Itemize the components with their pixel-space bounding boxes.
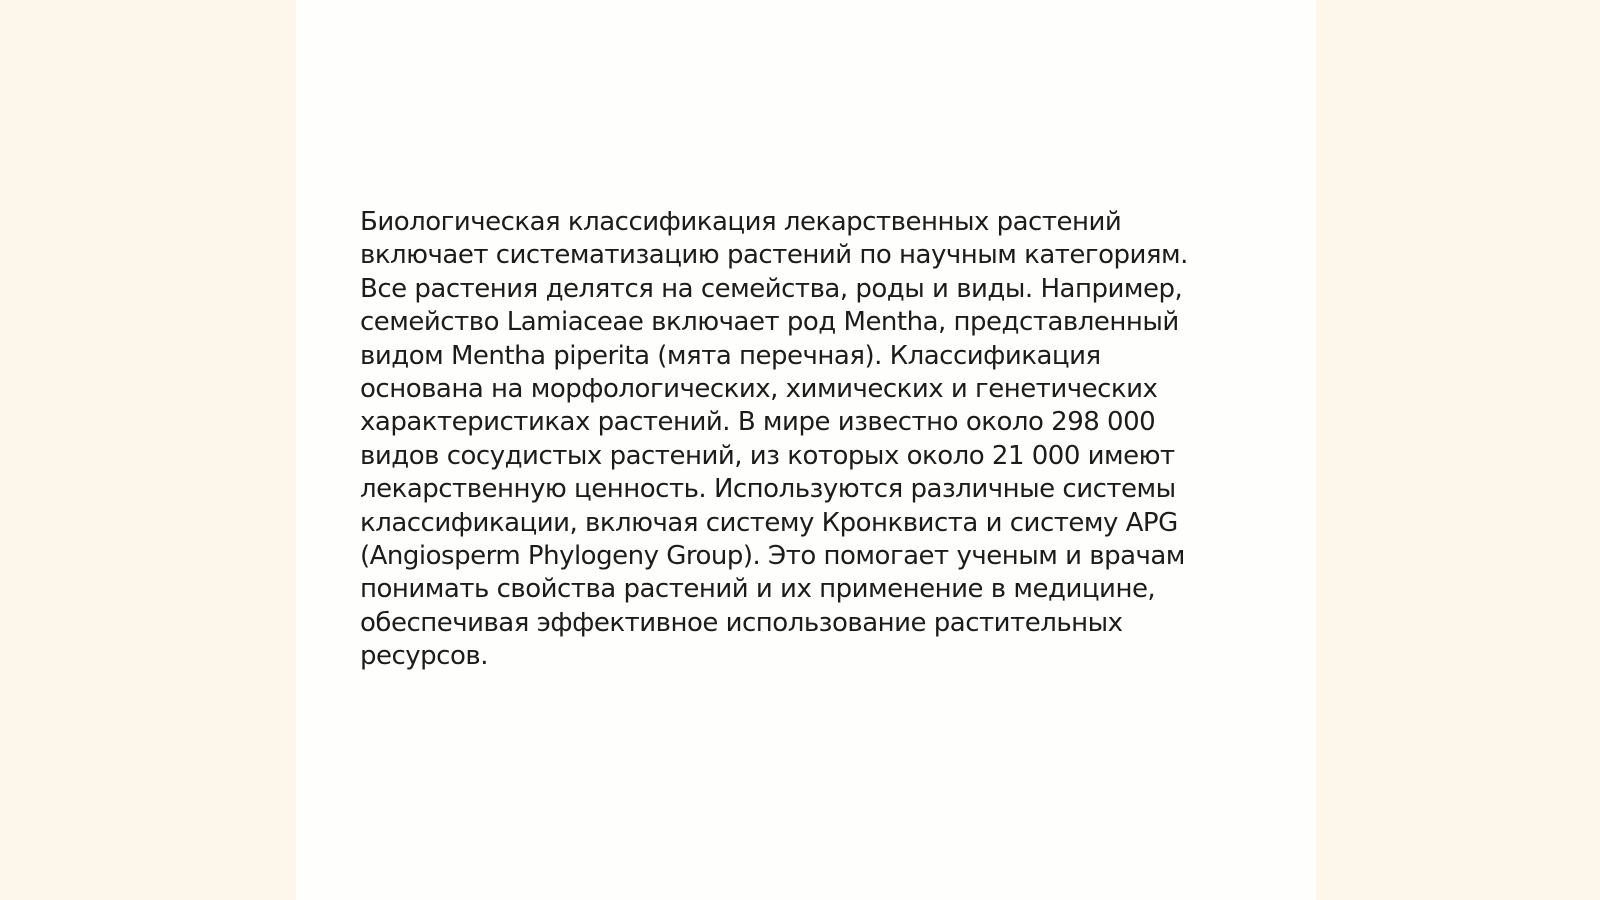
paragraph-line: классификации, включая систему Кронквиста и систему APG (360, 507, 1178, 538)
body-paragraph (360, 206, 1240, 674)
slide-panel (296, 0, 1316, 900)
paragraph-line: включает систематизацию растений по научным категориям. (360, 240, 1188, 271)
paragraph-line: Все растения делятся на семейства, роды и виды. Например, (360, 273, 1183, 304)
paragraph-line: Биологическая классификация лекарственных растений (360, 207, 1122, 237)
paragraph-line: видов сосудистых растений, из которых около 21 000 имеют (360, 440, 1175, 471)
paragraph-line: основана на морфологических, химических и генетических (360, 374, 1158, 405)
paragraph-line: ресурсов. (360, 641, 488, 672)
paragraph-line: видом Mentha piperita (мята перечная). Классификация (360, 340, 1101, 371)
paragraph-line: понимать свойства растений и их применение в медицине, (360, 574, 1156, 605)
paragraph-line: обеспечивая эффективное использование растительных (360, 607, 1123, 638)
paragraph-line: (Angiosperm Phylogeny Group). Это помогает ученым и врачам (360, 541, 1185, 572)
paragraph-line: характеристиках растений. В мире известно около 298 000 (360, 407, 1156, 438)
paragraph-line: лекарственную ценность. Используются различные системы (360, 474, 1176, 505)
paragraph-line: семейство Lamiaceae включает род Mentha, представленный (360, 307, 1179, 338)
